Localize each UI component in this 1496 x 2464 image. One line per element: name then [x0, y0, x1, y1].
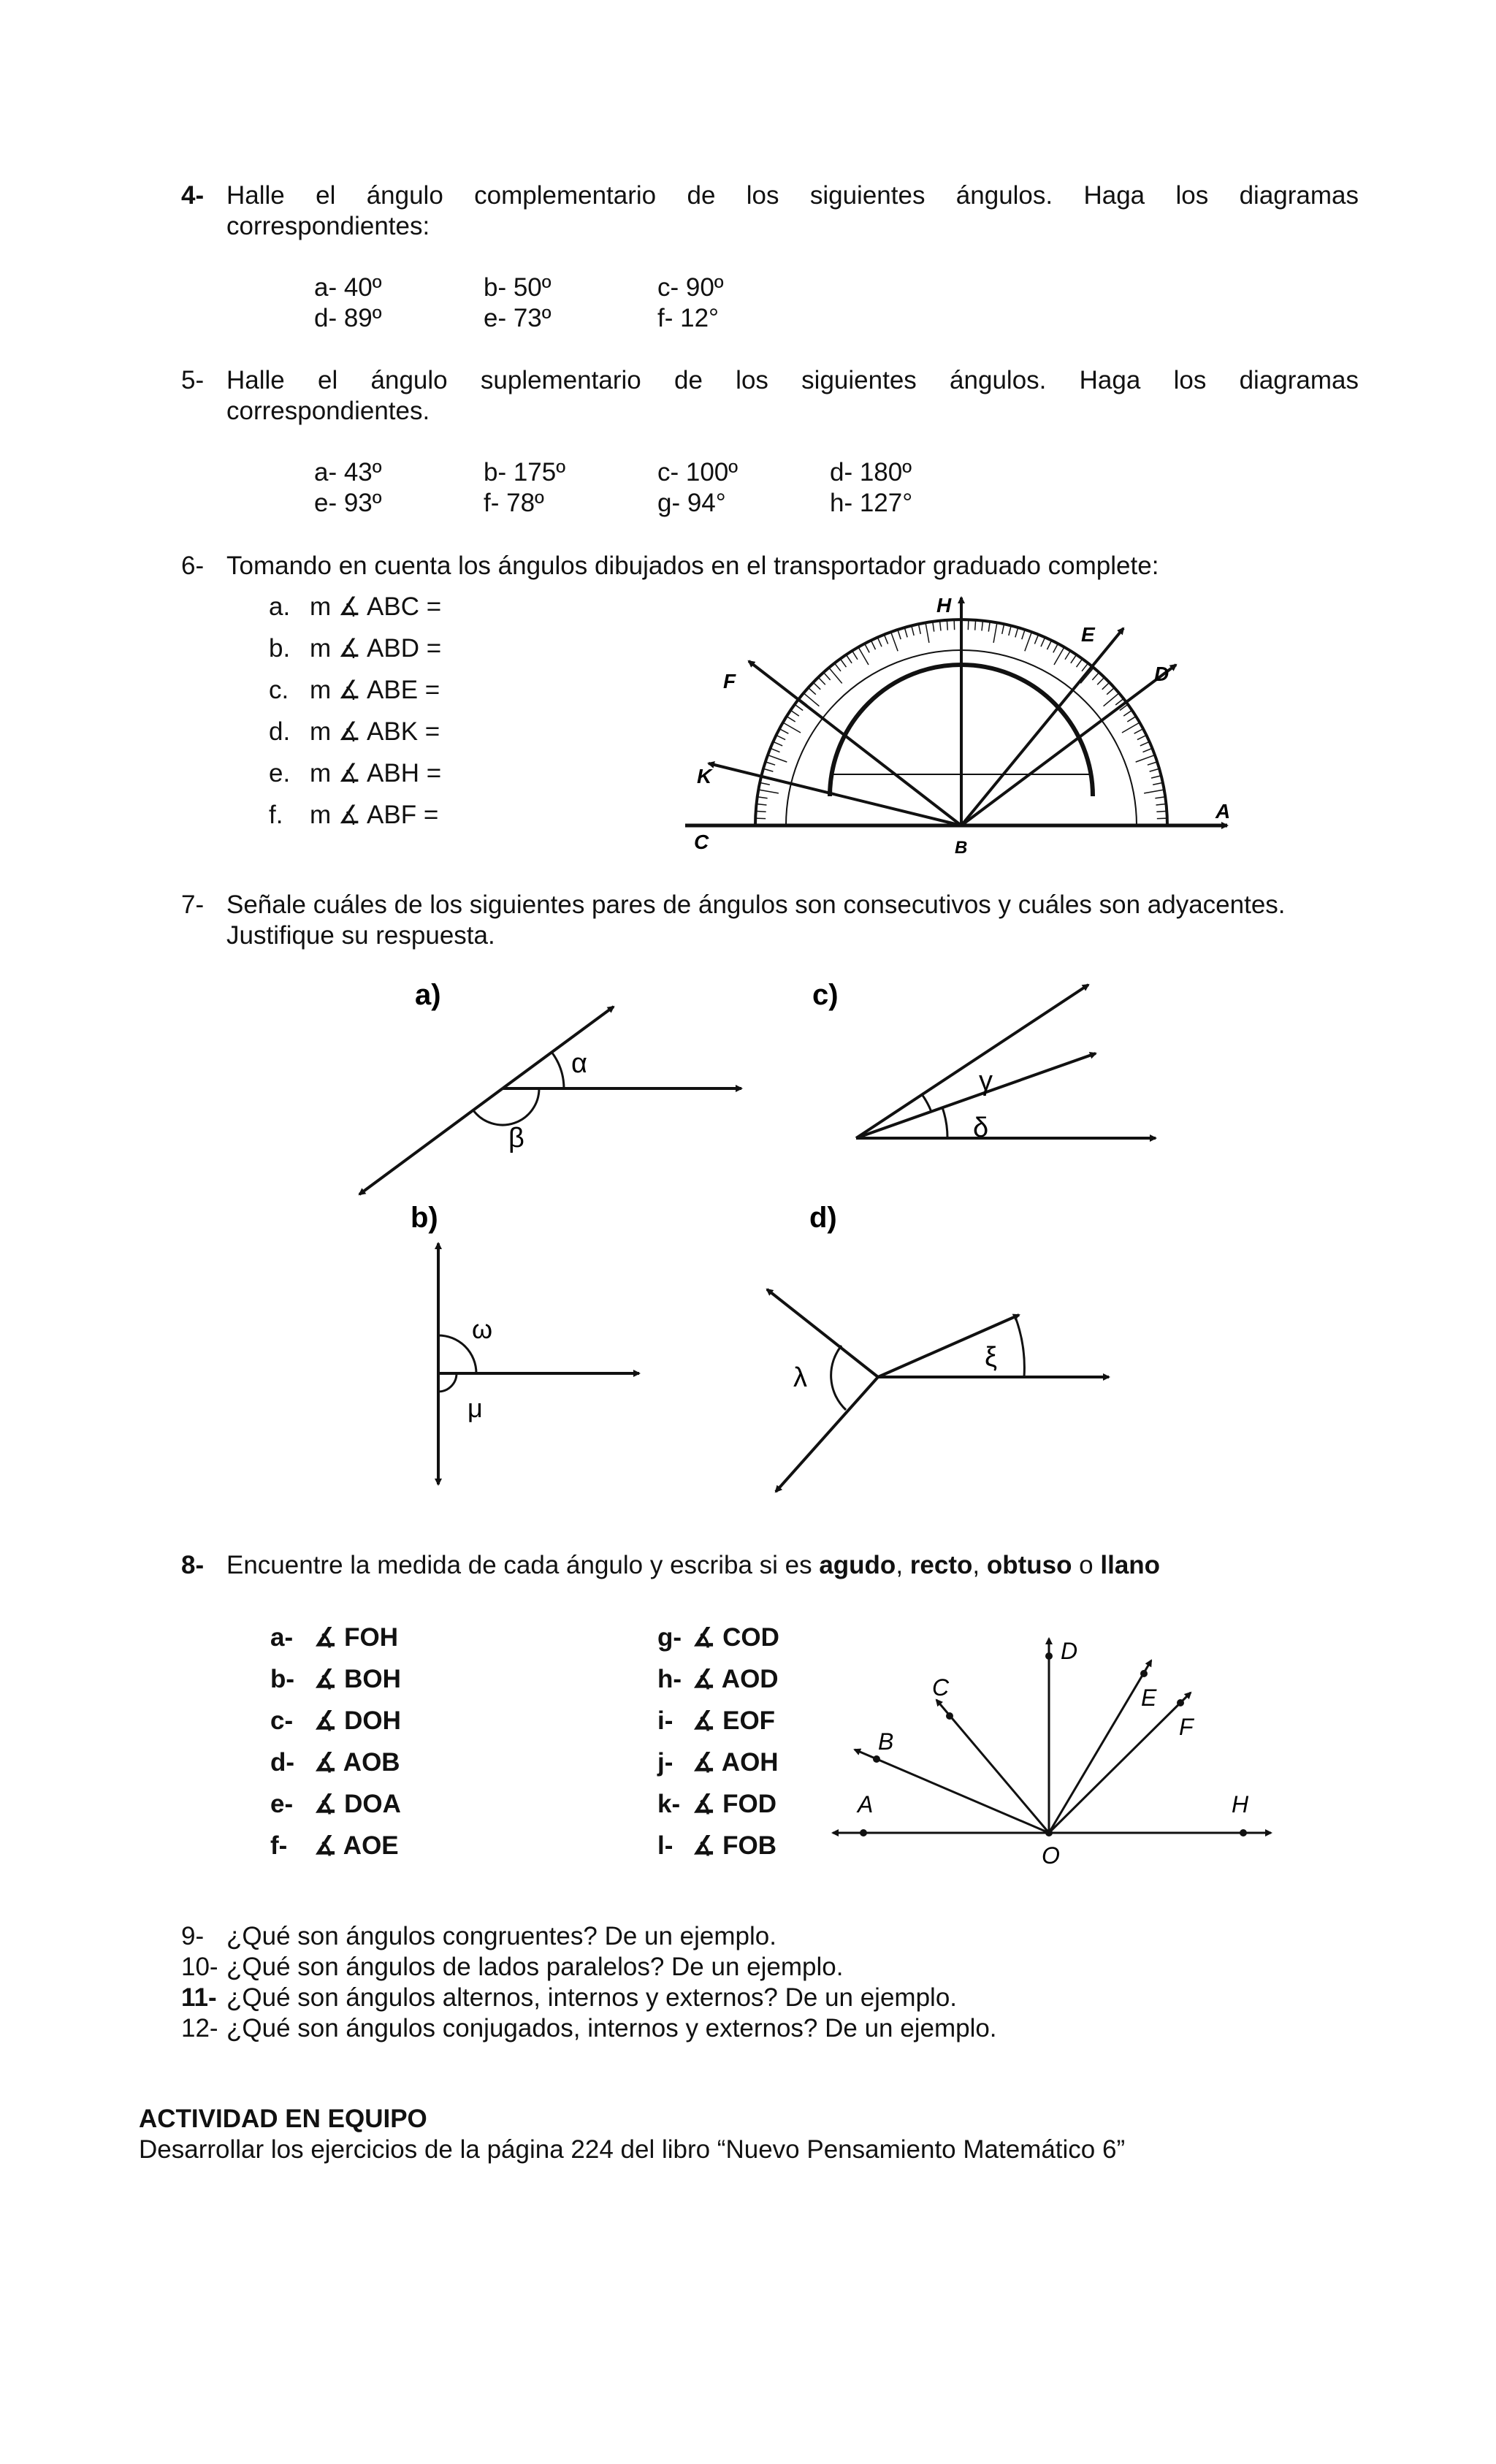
label-k: K	[697, 765, 712, 787]
protractor-tick	[808, 687, 815, 694]
q6-item-expr: m ∡ ABE =	[310, 676, 440, 704]
protractor-tick	[1053, 644, 1058, 652]
protractor-tick	[763, 768, 773, 771]
label-h: H	[936, 594, 952, 617]
q12-text: ¿Qué son ángulos conjugados, internos y externos? De un ejemplo.	[226, 2014, 997, 2042]
q8-right-letter: h-	[657, 1665, 682, 1693]
arc-gamma	[922, 1094, 931, 1112]
q4-item: a- 40º	[314, 273, 382, 302]
q6-item-expr: m ∡ ABF =	[310, 801, 439, 829]
q6-item-letter: a.	[269, 592, 291, 621]
label-h: H	[1232, 1791, 1249, 1818]
q8-left-letter: e-	[270, 1790, 294, 1818]
q4-item: f- 12°	[657, 304, 720, 332]
activity-title: ACTIVIDAD EN EQUIPO	[139, 2105, 427, 2133]
point-e	[1140, 1670, 1148, 1677]
protractor-tick	[1156, 811, 1167, 812]
protractor-tick	[1102, 682, 1110, 690]
protractor-tick	[871, 641, 875, 650]
protractor-tick	[1041, 637, 1045, 646]
protractor-tick	[1144, 790, 1164, 793]
q8-right-expr: ∡ COD	[692, 1623, 779, 1652]
protractor-tick	[776, 735, 786, 739]
protractor-tick	[1015, 628, 1018, 637]
arc-beta	[473, 1088, 539, 1125]
label-f: F	[1179, 1714, 1194, 1740]
q5-item: b- 175º	[484, 458, 566, 487]
protractor-tick	[884, 635, 888, 644]
q10-number: 10-	[181, 1953, 218, 1981]
word-agudo: agudo	[819, 1551, 896, 1579]
angle-pairs-figure	[336, 972, 1183, 1527]
protractor-tick	[1122, 722, 1140, 733]
q12-number: 12-	[181, 2014, 218, 2042]
protractor-tick	[1142, 748, 1152, 752]
label-a: A	[1216, 800, 1231, 823]
protractor-tick	[1140, 741, 1150, 746]
protractor-tick	[912, 625, 914, 636]
q8-right-letter: k-	[657, 1790, 681, 1818]
point-a	[860, 1829, 867, 1836]
protractor-tick	[918, 624, 920, 634]
point-d	[1045, 1652, 1053, 1660]
omega-label: ω	[472, 1314, 493, 1344]
q8-left-expr: ∡ FOH	[314, 1623, 398, 1652]
q4-number: 4-	[181, 181, 205, 210]
ray-ob	[855, 1750, 1049, 1833]
protractor-tick	[1047, 641, 1051, 650]
xi-label: ξ	[985, 1342, 998, 1373]
q6-item-expr: m ∡ ABK =	[310, 717, 440, 746]
lambda-label: λ	[793, 1362, 807, 1393]
protractor-tick	[933, 622, 934, 632]
protractor-tick	[1156, 804, 1167, 805]
protractor-tick	[840, 659, 846, 667]
protractor-tick	[768, 755, 787, 763]
mu-label: μ	[468, 1393, 483, 1423]
protractor-tick	[795, 704, 803, 710]
protractor-tick	[1155, 797, 1165, 798]
q4-text-line2: correspondientes:	[226, 212, 430, 240]
label-a: A	[858, 1791, 874, 1818]
q8-right-letter: j-	[657, 1748, 673, 1777]
panel-d-label: d)	[809, 1202, 837, 1234]
gamma-label: γ	[979, 1066, 993, 1096]
q6-item-expr: m ∡ ABC =	[310, 592, 442, 621]
protractor-tick	[1150, 768, 1159, 771]
protractor-tick	[823, 672, 830, 679]
q8-text	[226, 1550, 1160, 1581]
ray-d2	[776, 1377, 878, 1492]
protractor-tick	[756, 811, 766, 812]
protractor-tick	[757, 797, 768, 798]
ray-a2	[359, 1088, 503, 1194]
arc-delta	[942, 1107, 947, 1138]
protractor-tick	[1065, 651, 1070, 660]
q7-text-line2: Justifique su respuesta.	[226, 921, 495, 950]
q6-item-letter: e.	[269, 759, 291, 787]
protractor-tick	[790, 710, 799, 716]
q8-text-pre: Encuentre la medida de cada ángulo y escriba si es	[226, 1551, 820, 1579]
protractor-tick	[988, 622, 990, 632]
q8-number: 8-	[181, 1551, 205, 1579]
protractor-tick	[1025, 632, 1032, 651]
q6-item-expr: m ∡ ABD =	[310, 634, 442, 663]
protractor-tick	[783, 722, 801, 733]
protractor-tick	[1153, 782, 1163, 785]
arc-lambda	[831, 1346, 846, 1410]
label-d: D	[1154, 663, 1169, 685]
q8-left-expr: ∡ BOH	[314, 1665, 401, 1693]
protractor-tick	[940, 621, 941, 631]
q11-number: 11-	[181, 1983, 217, 2012]
q5-text-line2: correspondientes.	[226, 397, 430, 425]
q8-sep: ,	[896, 1551, 910, 1579]
protractor-tick	[766, 762, 775, 765]
q5-item: g- 94°	[657, 489, 726, 517]
protractor-tick	[813, 682, 820, 690]
protractor-tick	[904, 628, 907, 637]
point-c	[946, 1712, 953, 1720]
q8-sep: ,	[972, 1551, 987, 1579]
ray-bd	[961, 665, 1176, 825]
protractor-tick	[1009, 625, 1011, 636]
protractor-tick	[1097, 677, 1104, 684]
q10-text: ¿Qué son ángulos de lados paralelos? De un ejemplo.	[226, 1953, 844, 1981]
q8-right-letter: i-	[657, 1706, 673, 1735]
word-obtuso: obtuso	[986, 1551, 1072, 1579]
q4-item: b- 50º	[484, 273, 552, 302]
protractor-tick	[1134, 729, 1143, 734]
word-recto: recto	[909, 1551, 973, 1579]
protractor-tick	[1022, 630, 1025, 639]
q6-item-letter: f.	[269, 801, 283, 829]
q5-item: a- 43º	[314, 458, 382, 487]
panel-a-label: a)	[415, 979, 441, 1011]
ray-be	[961, 628, 1123, 825]
q4-item: d- 89º	[314, 304, 382, 332]
q4-text-line1: Halle el ángulo complementario de los siguientes ángulos. Haga los diagramas	[226, 181, 1359, 210]
protractor-tick	[1127, 717, 1136, 722]
label-d: D	[1061, 1638, 1078, 1664]
q8-right-expr: ∡ FOB	[692, 1831, 776, 1860]
q5-item: f- 78º	[484, 489, 544, 517]
q4-item: c- 90º	[657, 273, 724, 302]
q8-right-expr: ∡ EOF	[692, 1706, 776, 1735]
q8-left-expr: ∡ AOE	[314, 1831, 399, 1860]
protractor-tick	[1151, 776, 1161, 778]
protractor-tick	[1002, 624, 1004, 634]
label-o: O	[1042, 1842, 1060, 1869]
protractor-tick	[865, 644, 870, 652]
q6-number: 6-	[181, 552, 205, 580]
protractor-tick	[898, 630, 901, 639]
point-b	[873, 1755, 880, 1763]
protractor-tick	[1107, 687, 1114, 694]
panel-b-label: b)	[411, 1202, 438, 1234]
q8-right-expr: ∡ FOD	[692, 1790, 776, 1818]
protractor-tick	[993, 622, 997, 643]
protractor-tick	[758, 790, 779, 793]
q6-text: Tomando en cuenta los ángulos dibujados en el transportador graduado complete:	[226, 552, 1159, 580]
ray-d1	[767, 1289, 878, 1377]
protractor-diagram	[672, 584, 1256, 862]
q8-left-expr: ∡ DOH	[314, 1706, 401, 1735]
q8-right-expr: ∡ AOH	[692, 1748, 779, 1777]
protractor-tick	[1077, 659, 1083, 667]
protractor-tick	[1071, 655, 1077, 663]
q6-item-letter: d.	[269, 717, 291, 746]
q8-left-letter: d-	[270, 1748, 295, 1777]
panel-c-label: c)	[812, 979, 839, 1011]
q9-text: ¿Qué son ángulos congruentes? De un ejemplo.	[226, 1922, 776, 1950]
label-e: E	[1141, 1685, 1157, 1711]
protractor-tick	[1034, 635, 1038, 644]
q5-item: e- 93º	[314, 489, 382, 517]
label-b: B	[878, 1728, 894, 1755]
q8-right-expr: ∡ AOD	[692, 1665, 779, 1693]
label-e: E	[1081, 623, 1095, 646]
protractor-tick	[771, 748, 780, 752]
arc-omega	[438, 1335, 476, 1373]
q5-item: d- 180º	[830, 458, 912, 487]
point-f	[1177, 1699, 1184, 1706]
q4-item: e- 73º	[484, 304, 552, 332]
q8-left-letter: c-	[270, 1706, 294, 1735]
protractor-tick	[1136, 755, 1155, 763]
protractor-tick	[760, 782, 770, 785]
label-c: C	[932, 1674, 950, 1701]
arc-mu	[438, 1373, 457, 1392]
q8-left-letter: f-	[270, 1831, 288, 1860]
protractor-tick	[1082, 663, 1088, 671]
q9-number: 9-	[181, 1922, 205, 1950]
protractor-tick	[779, 729, 788, 734]
protractor-tick	[858, 647, 869, 665]
protractor-tick	[787, 717, 795, 722]
delta-label: δ	[973, 1113, 989, 1143]
ray-d3	[878, 1315, 1019, 1377]
q6-item-expr: m ∡ ABH =	[310, 759, 442, 787]
beta-label: β	[508, 1123, 524, 1153]
point-o	[1045, 1829, 1053, 1836]
q8-right-letter: g-	[657, 1623, 682, 1652]
q7-number: 7-	[181, 890, 205, 919]
protractor-tick	[926, 622, 929, 643]
ray-oc	[936, 1700, 1049, 1833]
q5-item: h- 127°	[830, 489, 913, 517]
q8-right-letter: l-	[657, 1831, 673, 1860]
label-f: F	[723, 670, 736, 693]
q8-sep: o	[1072, 1551, 1101, 1579]
protractor-tick	[1123, 710, 1132, 716]
q11-text: ¿Qué son ángulos alternos, internos y externos? De un ejemplo.	[226, 1983, 958, 2012]
q5-item: c- 100º	[657, 458, 739, 487]
word-llano: llano	[1100, 1551, 1161, 1579]
protractor-tick	[1092, 672, 1099, 679]
q6-item-letter: b.	[269, 634, 291, 663]
point-h	[1240, 1829, 1247, 1836]
q5-text-line1: Halle el ángulo suplementario de los siguientes ángulos. Haga los diagramas	[226, 366, 1359, 394]
protractor-tick	[975, 620, 976, 630]
q8-left-expr: ∡ AOB	[314, 1748, 400, 1777]
alpha-label: α	[571, 1048, 587, 1079]
ray-c1	[856, 985, 1088, 1138]
label-b: B	[955, 838, 968, 858]
protractor-tick	[852, 651, 858, 660]
protractor-tick	[1137, 735, 1147, 739]
q5-number: 5-	[181, 366, 205, 394]
protractor-tick	[818, 677, 825, 684]
q7-text-line1: Señale cuáles de los siguientes pares de ángulos son consecutivos y cuáles son adyacentes.	[226, 890, 1286, 919]
protractor-tick	[846, 655, 852, 663]
protractor-tick	[834, 663, 841, 671]
activity-text: Desarrollar los ejercicios de la página 224 del libro “Nuevo Pensamiento Matemático 6”	[139, 2135, 1126, 2164]
q8-left-letter: a-	[270, 1623, 294, 1652]
protractor-tick	[757, 804, 767, 805]
arc-alpha	[552, 1052, 564, 1088]
protractor-tick	[773, 741, 782, 746]
q6-item-letter: c.	[269, 676, 289, 704]
label-c: C	[694, 831, 709, 853]
protractor-tick	[1148, 762, 1157, 765]
protractor-tick	[891, 632, 898, 651]
ray-a1	[503, 1007, 614, 1088]
arc-xi	[1015, 1317, 1024, 1377]
protractor-tick	[1054, 647, 1064, 665]
q8-left-expr: ∡ DOA	[314, 1790, 401, 1818]
protractor-tick	[877, 637, 882, 646]
q8-left-letter: b-	[270, 1665, 295, 1693]
angles-diagram	[825, 1625, 1286, 1874]
